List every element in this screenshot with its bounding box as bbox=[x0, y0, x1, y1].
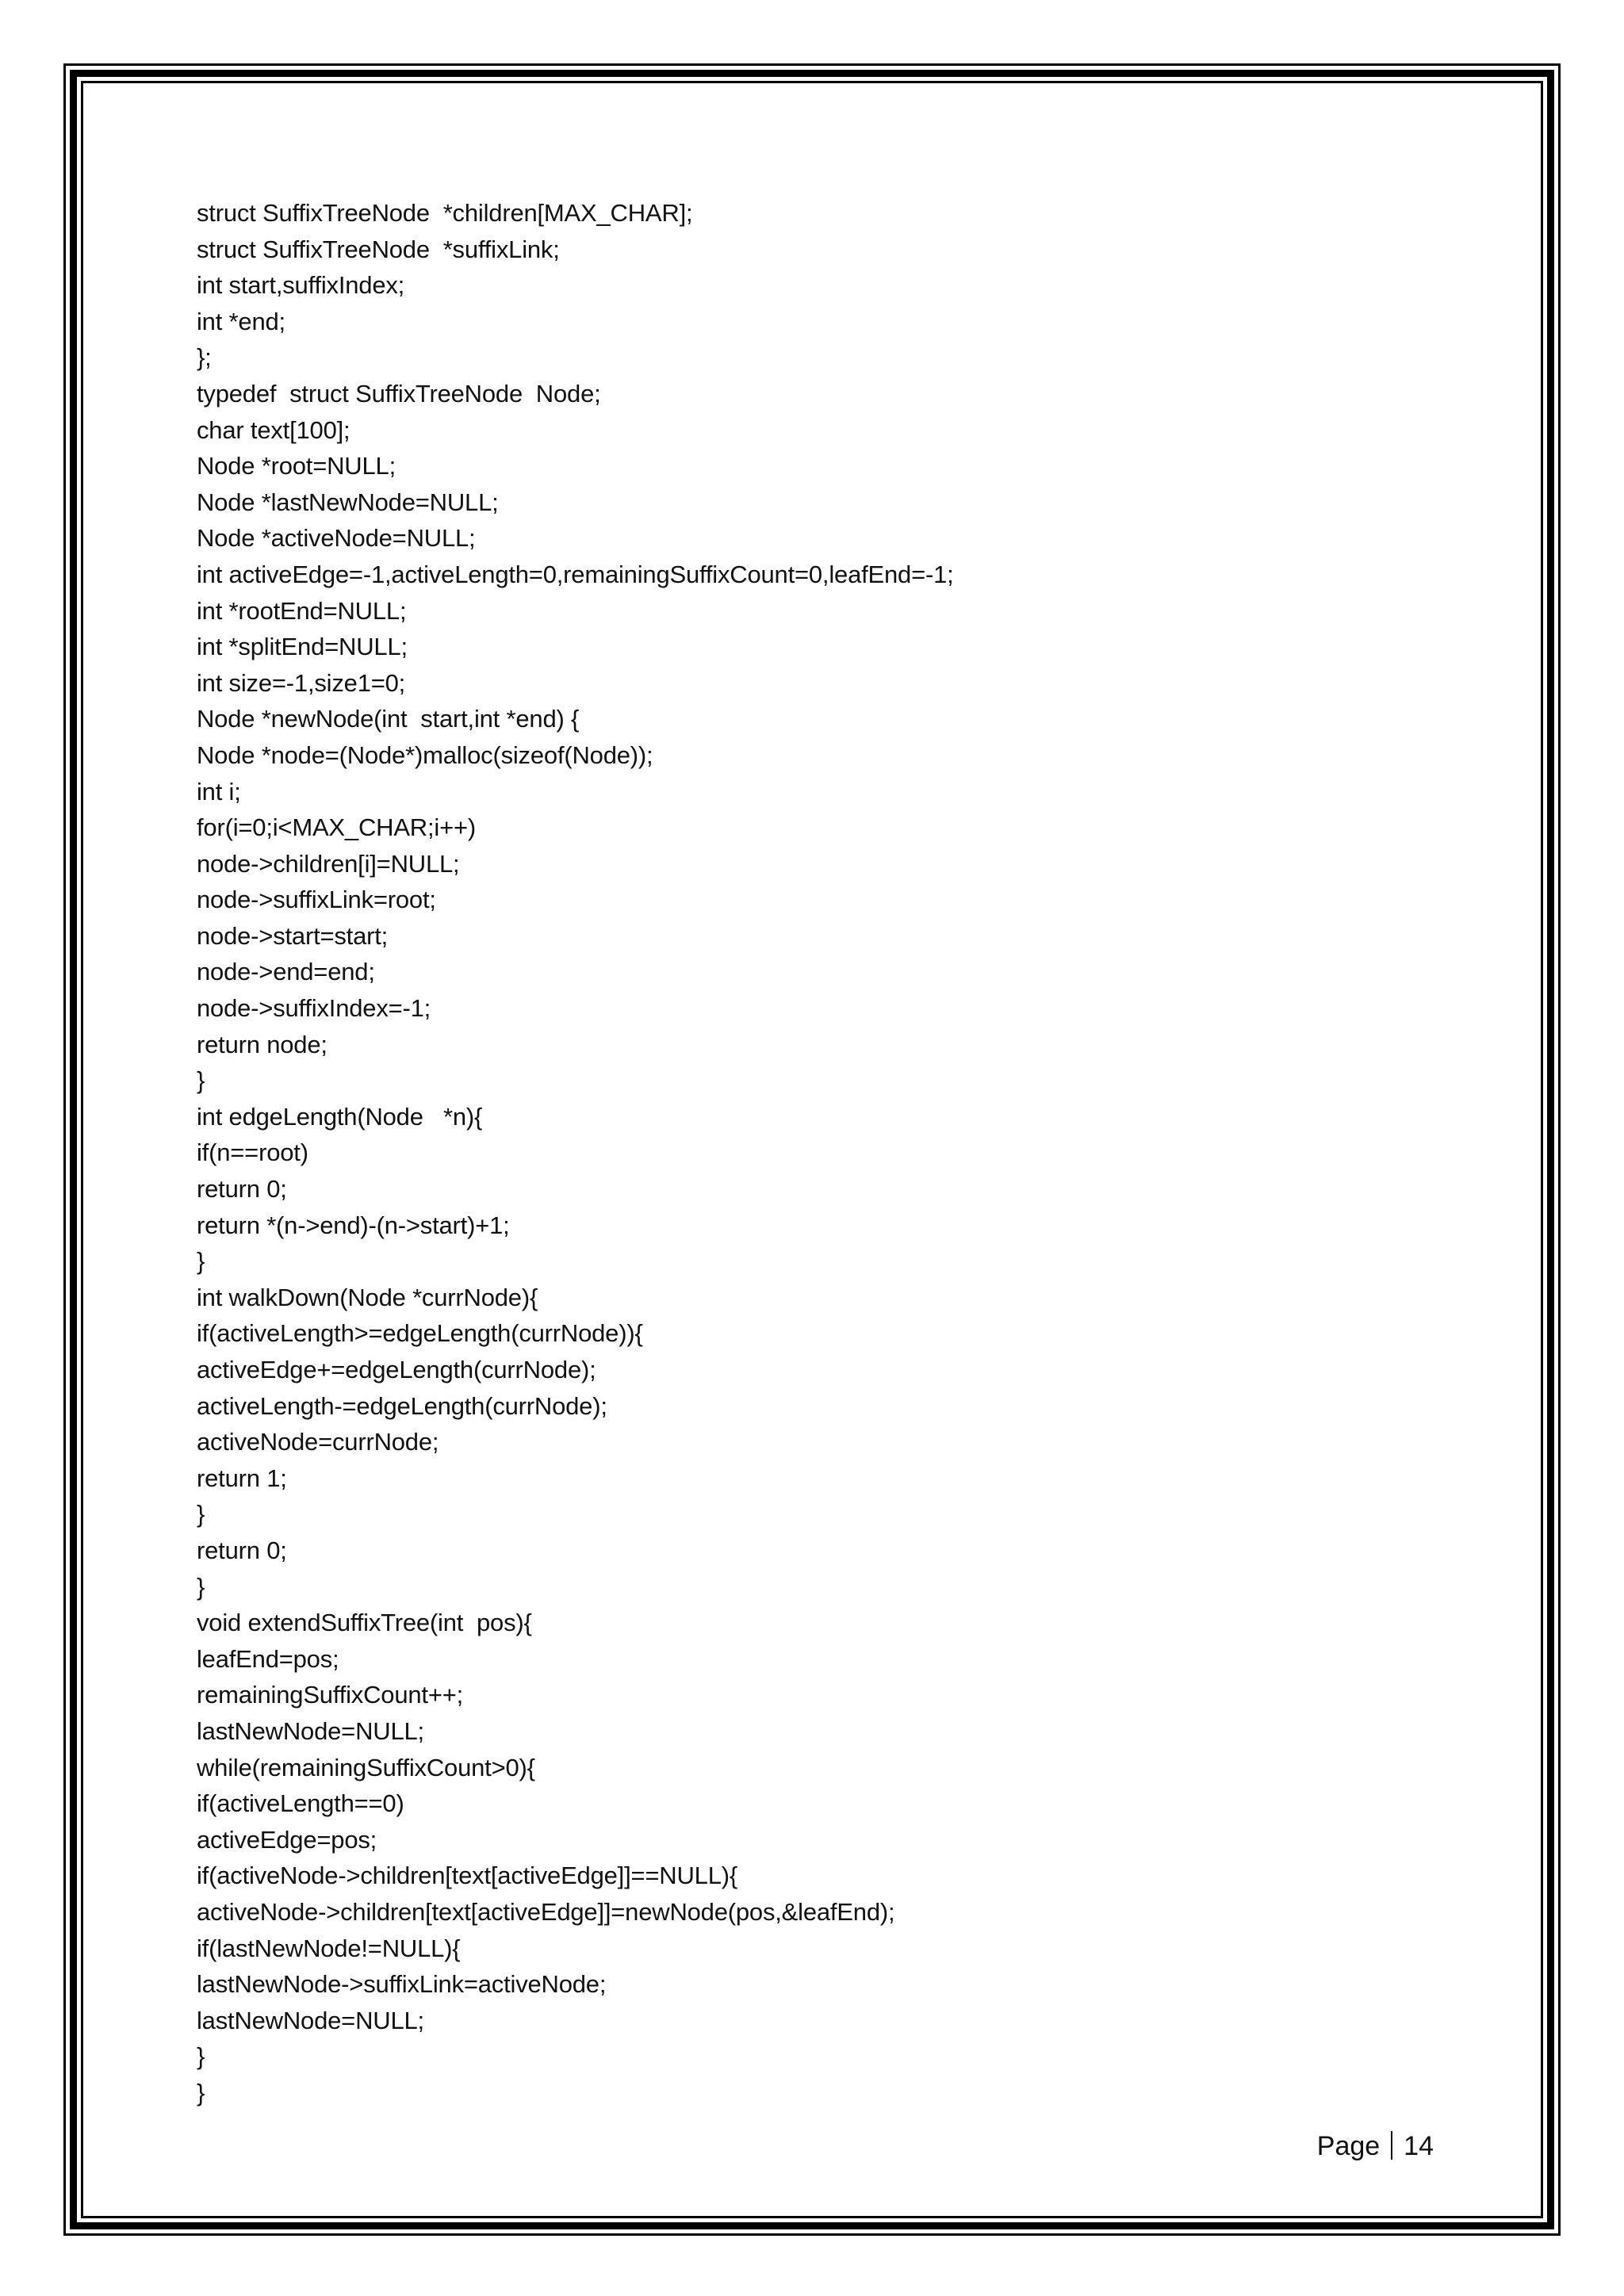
code-line: int *end; bbox=[197, 307, 285, 335]
code-line: if(lastNewNode!=NULL){ bbox=[197, 1934, 461, 1962]
code-line: remainingSuffixCount++; bbox=[197, 1681, 464, 1709]
code-line: return *(n->end)-(n->start)+1; bbox=[197, 1211, 510, 1239]
code-line: while(remainingSuffixCount>0){ bbox=[197, 1753, 535, 1781]
page-number: 14 bbox=[1404, 2131, 1434, 2161]
code-line: } bbox=[197, 1500, 205, 1529]
page-footer bbox=[1317, 2131, 1434, 2162]
code-line: int *splitEnd=NULL; bbox=[197, 633, 408, 661]
code-line: char text[100]; bbox=[197, 415, 350, 444]
code-line: void extendSuffixTree(int pos){ bbox=[197, 1609, 532, 1637]
code-line: int i; bbox=[197, 777, 241, 806]
code-line: int activeEdge=-1,activeLength=0,remainingSuffixCount=0,leafEnd=-1; bbox=[197, 560, 954, 588]
code-line: Node *node=(Node*)malloc(sizeof(Node)); bbox=[197, 740, 653, 769]
code-line: int *rootEnd=NULL; bbox=[197, 596, 407, 625]
code-line: } bbox=[197, 2078, 205, 2107]
code-line: node->suffixLink=root; bbox=[197, 886, 436, 914]
code-line: struct SuffixTreeNode *children[MAX_CHAR]; bbox=[197, 199, 693, 227]
code-line: lastNewNode->suffixLink=activeNode; bbox=[197, 1970, 607, 1999]
code-line: lastNewNode=NULL; bbox=[197, 1716, 424, 1745]
code-line: if(activeLength==0) bbox=[197, 1789, 404, 1818]
code-line: struct SuffixTreeNode *suffixLink; bbox=[197, 235, 560, 263]
code-line: Node *lastNewNode=NULL; bbox=[197, 488, 499, 516]
code-line: Node *newNode(int start,int *end) { bbox=[197, 705, 580, 733]
code-line: lastNewNode=NULL; bbox=[197, 2006, 424, 2034]
code-line: node->end=end; bbox=[197, 958, 375, 986]
code-line: } bbox=[197, 1247, 205, 1276]
code-line: leafEnd=pos; bbox=[197, 1644, 339, 1673]
code-line: activeEdge=pos; bbox=[197, 1825, 377, 1854]
code-line: node->start=start; bbox=[197, 921, 389, 950]
code-line: return node; bbox=[197, 1030, 327, 1058]
code-line: if(activeNode->children[text[activeEdge]]==NULL){ bbox=[197, 1862, 738, 1890]
code-line: for(i=0;i<MAX_CHAR;i++) bbox=[197, 813, 477, 842]
code-line: if(activeLength>=edgeLength(currNode)){ bbox=[197, 1319, 643, 1348]
code-line: int start,suffixIndex; bbox=[197, 271, 405, 300]
page-separator bbox=[1391, 2131, 1392, 2160]
code-line: activeLength-=edgeLength(currNode); bbox=[197, 1391, 607, 1420]
code-line: } bbox=[197, 1572, 205, 1601]
code-line: int walkDown(Node *currNode){ bbox=[197, 1283, 538, 1311]
code-line: int size=-1,size1=0; bbox=[197, 668, 406, 697]
code-line: return 0; bbox=[197, 1536, 287, 1564]
code-line: activeNode->children[text[activeEdge]]=newNode(pos,&leafEnd); bbox=[197, 1897, 895, 1926]
code-line: activeNode=currNode; bbox=[197, 1428, 439, 1456]
code-line: Node *root=NULL; bbox=[197, 452, 396, 480]
code-line: node->children[i]=NULL; bbox=[197, 849, 460, 878]
code-line: int edgeLength(Node *n){ bbox=[197, 1102, 483, 1131]
code-line: typedef struct SuffixTreeNode Node; bbox=[197, 379, 601, 408]
code-line: }; bbox=[197, 343, 212, 372]
page-label: Page bbox=[1316, 2131, 1381, 2161]
code-line: if(n==root) bbox=[197, 1138, 308, 1167]
code-line: } bbox=[197, 1066, 205, 1095]
code-listing bbox=[197, 195, 954, 2110]
code-line: } bbox=[197, 2042, 205, 2071]
code-line: activeEdge+=edgeLength(currNode); bbox=[197, 1356, 596, 1383]
code-line: return 0; bbox=[197, 1175, 287, 1203]
code-line: return 1; bbox=[197, 1464, 287, 1492]
code-line: Node *activeNode=NULL; bbox=[197, 524, 476, 553]
code-line: node->suffixIndex=-1; bbox=[197, 994, 431, 1023]
